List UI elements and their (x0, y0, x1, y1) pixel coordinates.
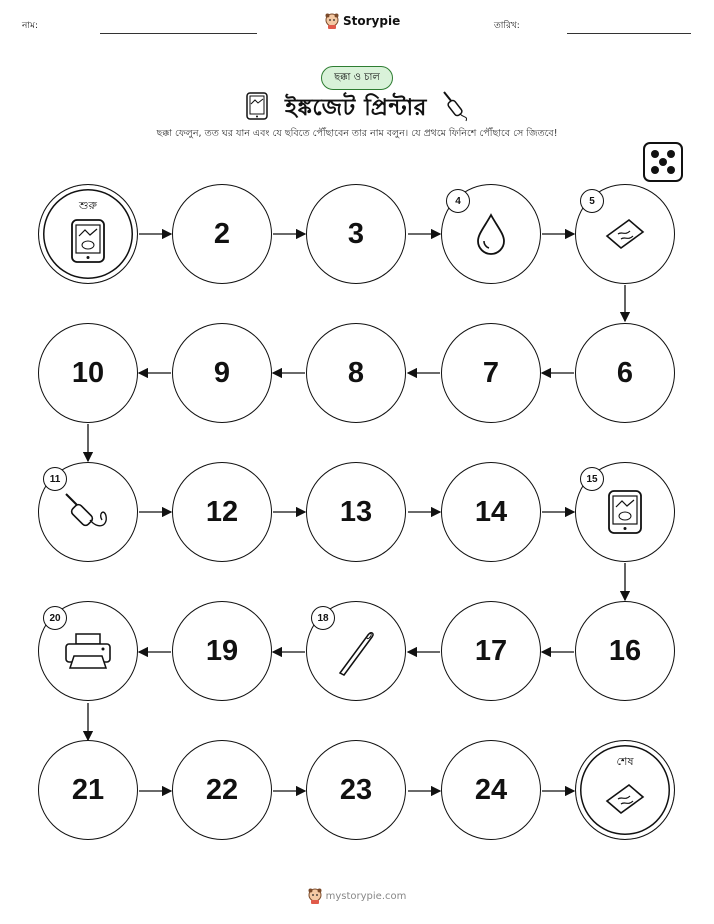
cell-number: 6 (616, 356, 634, 389)
cell-number-badge: 15 (580, 467, 604, 491)
tablet-icon (70, 218, 106, 264)
cell-number: 10 (71, 356, 105, 389)
cell-number: 17 (474, 634, 508, 667)
cell-number: 7 (482, 356, 500, 389)
cell-number: 2 (213, 217, 231, 250)
footer-site[interactable]: mystorypie.com (325, 890, 407, 902)
board-cell[interactable] (441, 184, 541, 284)
cell-number: 19 (205, 634, 239, 667)
board-cell[interactable] (575, 184, 675, 284)
board-cell[interactable] (38, 740, 138, 840)
printer-icon (62, 630, 114, 672)
board-cell[interactable] (306, 184, 406, 284)
footer (0, 888, 714, 904)
end-label: শেষ (616, 755, 634, 768)
page-title: ইঙ্কজেট প্রিন্টার (285, 95, 427, 121)
board-cell[interactable] (441, 601, 541, 701)
cell-number-badge: 5 (580, 189, 604, 213)
board-cell[interactable] (441, 462, 541, 562)
cell-number: 16 (608, 634, 642, 667)
board-cell[interactable] (172, 184, 272, 284)
cell-number: 22 (205, 773, 239, 806)
cell-number-badge: 18 (311, 606, 335, 630)
board-cell[interactable] (441, 323, 541, 423)
cell-number: 14 (474, 495, 508, 528)
finish-cell[interactable] (575, 740, 675, 840)
board-cell[interactable] (172, 323, 272, 423)
cell-number: 23 (339, 773, 373, 806)
board-cell[interactable] (575, 323, 675, 423)
category-pill: ছক্কা ও চাল (321, 66, 393, 90)
cell-number-badge: 20 (43, 606, 67, 630)
cell-number: 24 (474, 773, 508, 806)
cell-number: 3 (347, 217, 365, 250)
storypie-mascot-icon (308, 888, 322, 904)
cell-number: 12 (205, 495, 239, 528)
board-cell[interactable] (172, 462, 272, 562)
board-cell[interactable] (172, 740, 272, 840)
board-cell[interactable] (38, 601, 138, 701)
paper-sheet-icon (603, 216, 647, 252)
start-cell[interactable] (38, 184, 138, 284)
date-label: তারিখ: (494, 21, 520, 31)
cell-number-badge: 4 (446, 189, 470, 213)
board-cell[interactable] (306, 740, 406, 840)
board-cell[interactable] (38, 462, 138, 562)
cell-number: 9 (213, 356, 231, 389)
board-cell[interactable] (306, 462, 406, 562)
cell-number-badge: 11 (43, 467, 67, 491)
tablet-icon (607, 489, 643, 535)
cell-number: 21 (71, 773, 105, 806)
board-cell[interactable] (575, 601, 675, 701)
soldering-iron-icon (62, 490, 114, 534)
name-label: নাম: (22, 21, 39, 31)
cell-number: 13 (339, 495, 373, 528)
cell-number: 8 (347, 356, 365, 389)
board-cell[interactable] (306, 323, 406, 423)
ink-drop-icon (473, 212, 509, 256)
needle-icon (334, 625, 378, 677)
board-cell[interactable] (575, 462, 675, 562)
start-label: শুরু (79, 199, 97, 212)
brand-name: Storypie (343, 14, 401, 28)
board-cell[interactable] (38, 323, 138, 423)
instructions: ছক্কা ফেলুন, তত ঘর যান এবং যে ছবিতে পৌঁছাবেন তার নাম বলুন। যে প্রথমে ফিনিশে পৌঁছাবে সে জিতবে! (156, 128, 558, 139)
paper-sheet-icon (603, 781, 647, 817)
board-cell[interactable] (306, 601, 406, 701)
board-cell[interactable] (172, 601, 272, 701)
board-cell[interactable] (441, 740, 541, 840)
